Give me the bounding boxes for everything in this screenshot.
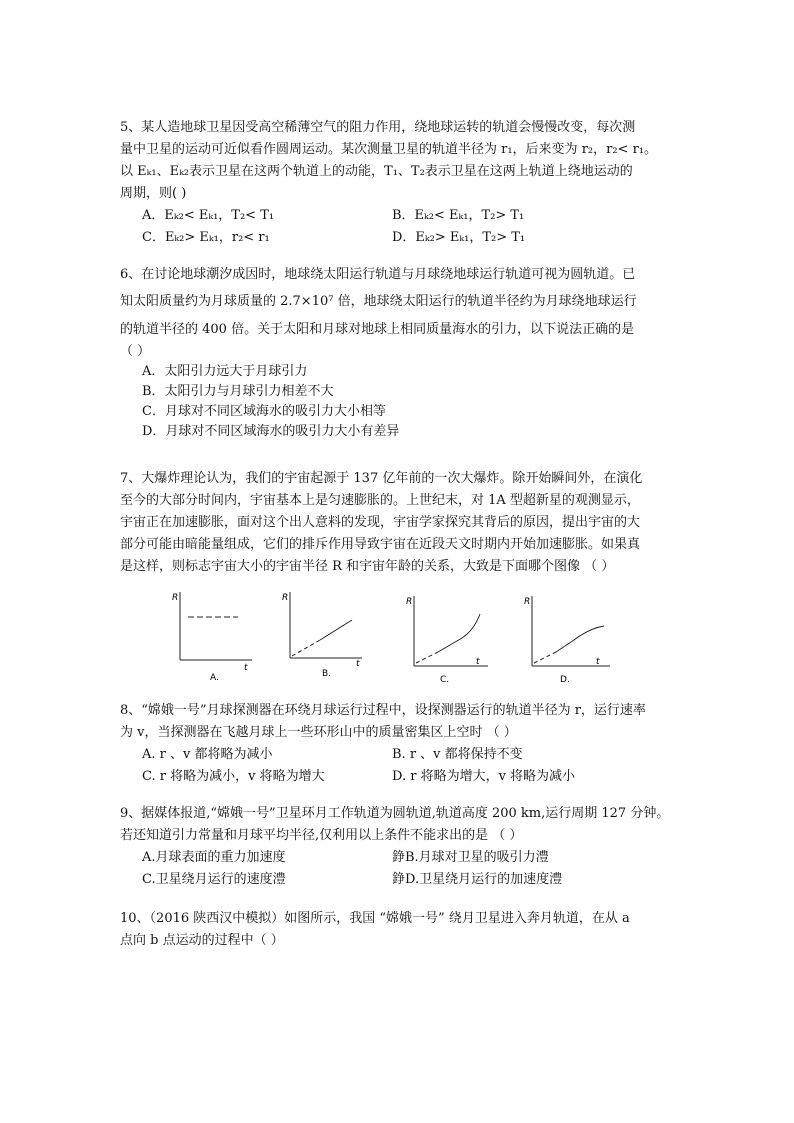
question-6	[120, 262, 680, 442]
q7-graph-c-label: C.	[440, 675, 450, 685]
q8-line-2: 为 v，当探测器在飞越月球上一些环形山中的质量密集区上空时 （ ）	[120, 725, 517, 740]
q7-line-5: 是这样，则标志宇宙大小的宇宙半径 R 和宇宙年龄的关系，大致是下面哪个图像 （ ）	[120, 559, 615, 574]
q6-line-3: 的轨道半径的 400 倍。关于太阳和月球对地球上相同质量海水的引力，以下说法正确的是	[120, 322, 635, 337]
q9-option-a: A.月球表面的重力加速度	[142, 850, 286, 865]
q9-option-c: C.卫星绕月运行的速度澧	[142, 872, 286, 887]
q7-graph-a-x-label: t	[244, 663, 248, 673]
q7-graph-a-label: A.	[210, 673, 219, 683]
q5-line-2: 量中卫星的运动可近似看作圆周运动。某次测量卫星的轨道半径为 r₁，后来变为 r₂，r₂< r₁。	[120, 142, 657, 157]
q7-graph-a-y-label: R	[172, 593, 179, 603]
q7-graph-a	[170, 590, 260, 690]
q5-line-1: 5、某人造地球卫星因受高空稀薄空气的阻力作用，绕地球运转的轨道会慢慢改变，每次测	[120, 120, 636, 135]
q5-option-c: C．Eₖ₂> Eₖ₁，r₂< r₁	[142, 230, 270, 245]
q7-graph-d-label: D.	[560, 675, 570, 685]
question-7	[120, 468, 680, 578]
q10-line-1: 10、（2016 陕西汉中模拟）如图所示，我国 “嫦娥一号” 绕月卫星进入奔月轨道，在从 a	[120, 911, 630, 926]
q7-graph-b-y-label: R	[282, 593, 289, 603]
q9-option-d: 錚D.卫星绕月运行的加速度澧	[392, 872, 563, 887]
question-10	[120, 908, 680, 952]
q7-graph-d-y-label: R	[524, 597, 531, 607]
q7-line-3: 宇宙正在加速膨胀，面对这个出人意料的发现，宇宙学家探究其背后的原因，提出宇宙的大	[120, 515, 641, 530]
q8-line-1: 8、“嫦娥一号”月球探测器在环绕月球运行过程中，设探测器运行的轨道半径为 r，运行速率	[120, 703, 646, 718]
q9-options	[142, 847, 680, 891]
q7-line-2: 至今的大部分时间内，宇宙基本上是匀速膨胀的。上世纪末，对 1A 型超新星的观测显示，	[120, 493, 640, 508]
q5-line-3: 以 Eₖ₁、Eₖ₂表示卫星在这两个轨道上的动能，T₁、T₂表示卫星在这两上轨道上绕地运动的	[120, 164, 633, 179]
q7-graph-d-x-label: t	[596, 657, 600, 667]
q5-option-b: B．Eₖ₂< Eₖ₁，T₂> T₁	[392, 208, 525, 223]
q8-option-a: A. r 、v 都将略为减小	[142, 747, 273, 762]
q7-graph-c-x-label: t	[476, 657, 480, 667]
q7-graph-options	[160, 590, 620, 690]
q6-line-2: 知太阳质量约为月球质量的 2.7×10⁷ 倍，地球绕太阳运行的轨道半径约为月球绕地球运行	[120, 294, 637, 309]
q8-options	[142, 744, 680, 788]
q7-graph-d	[520, 590, 620, 690]
q7-graph-b-label: B.	[322, 669, 332, 679]
q7-line-1: 7、大爆炸理论认为，我们的宇宙起源于 137 亿年前的一次大爆炸。除开始瞬间外，在演化	[120, 471, 643, 486]
q6-option-c: C．月球对不同区域海水的吸引力大小相等	[142, 404, 386, 419]
q5-line-4: 周期，则( )	[120, 186, 187, 201]
q7-graph-b-x-label: t	[356, 659, 360, 669]
q6-options	[142, 362, 680, 442]
question-8	[120, 700, 680, 788]
question-9	[120, 803, 680, 891]
q10-line-2: 点向 b 点运动的过程中（ ）	[120, 933, 284, 948]
q6-option-b: B．太阳引力与月球引力相差不大	[142, 384, 334, 399]
q6-option-d: D．月球对不同区域海水的吸引力大小有差异	[142, 424, 400, 439]
q5-options	[142, 205, 680, 249]
q9-line-2: 若还知道引力常量和月球平均半径,仅利用以上条件不能求出的是 （ ）	[120, 828, 523, 843]
q5-option-a: A．Eₖ₂< Eₖ₁，T₂< T₁	[142, 208, 275, 223]
q6-line-4: （ ）	[120, 344, 151, 359]
q6-line-1: 6、在讨论地球潮汐成因时，地球绕太阳运行轨道与月球绕地球运行轨道可视为圆轨道。已	[120, 267, 636, 282]
q9-option-b: 錚B.月球对卫星的吸引力澧	[392, 850, 549, 865]
q8-option-d: D. r 将略为增大，v 将略为减小	[392, 769, 576, 784]
q8-option-b: B. r 、v 都将保持不变	[392, 747, 523, 762]
q7-graph-c-y-label: R	[406, 597, 413, 607]
q6-option-a: A．太阳引力远大于月球引力	[142, 364, 308, 379]
question-5	[120, 117, 680, 249]
q7-graph-b	[280, 590, 370, 690]
q7-line-4: 部分可能由暗能量组成，它们的排斥作用导致宇宙在近段天文时期内开始加速膨胀。如果真	[120, 537, 641, 552]
q5-option-d: D．Eₖ₂> Eₖ₁，T₂> T₁	[392, 230, 526, 245]
q8-option-c: C. r 将略为减小，v 将略为增大	[142, 769, 325, 784]
q7-graph-c	[404, 590, 494, 690]
q9-line-1: 9、据媒体报道,“嫦娥一号”卫星环月工作轨道为圆轨道,轨道高度 200 km,运行周期 127 分钟。	[120, 806, 670, 821]
